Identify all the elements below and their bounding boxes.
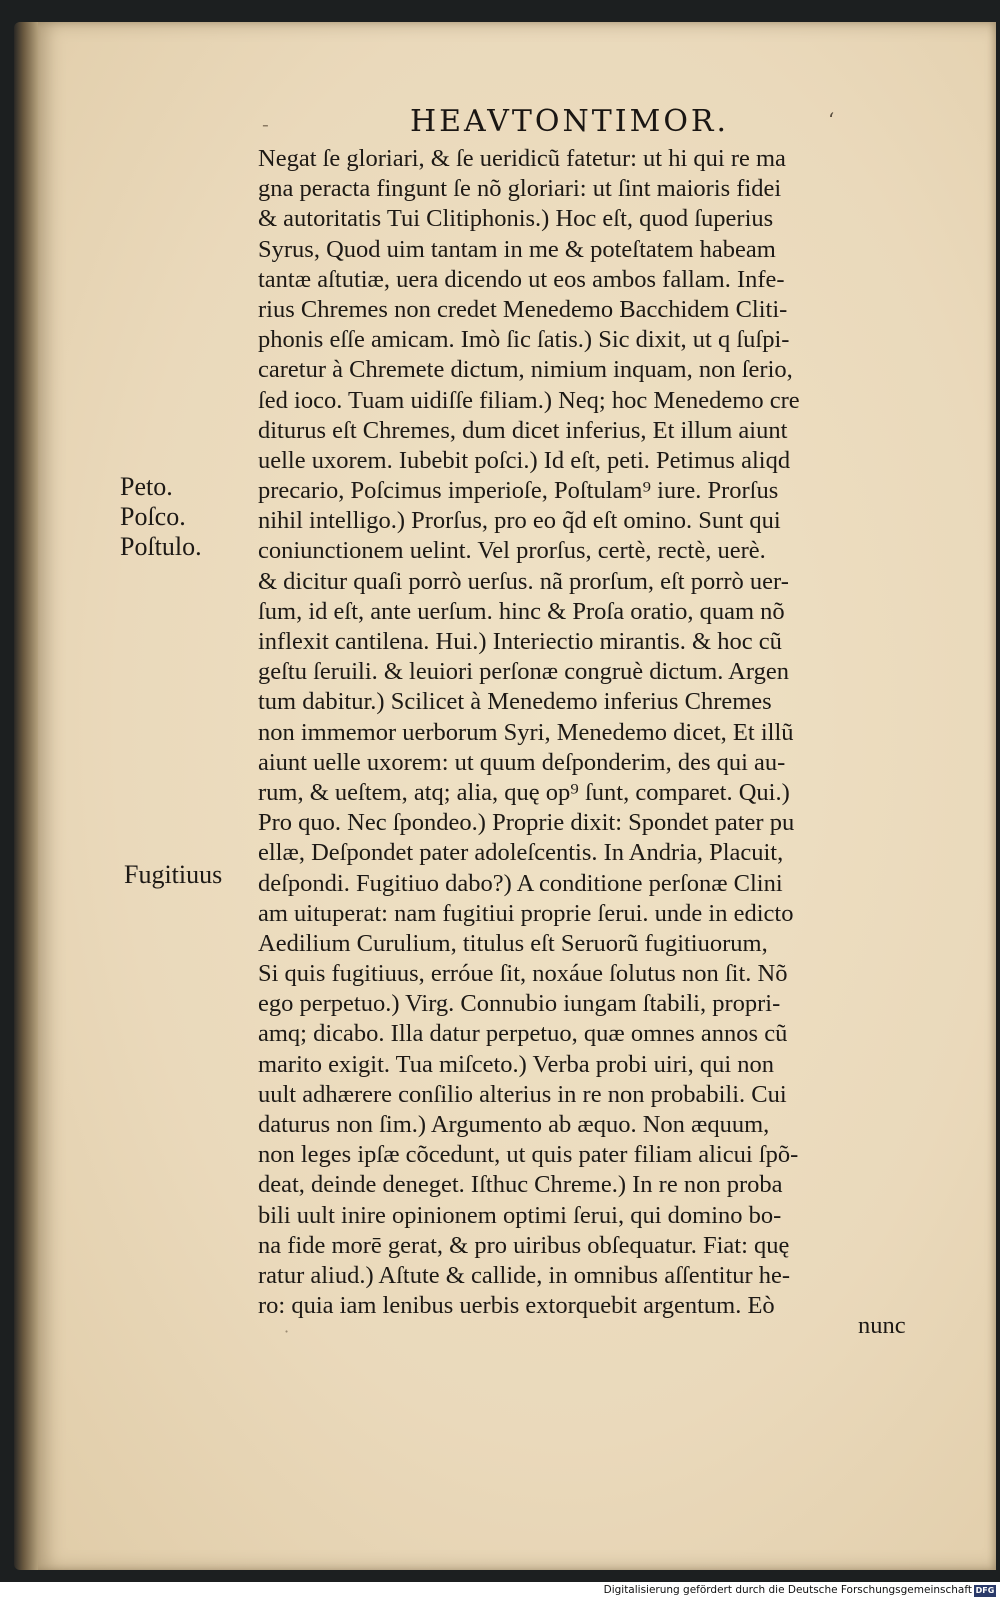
text-line: inflexit cantilena. Hui.) Interiectio mirantis. & hoc cũ bbox=[258, 628, 782, 655]
head-mark-right: ‘ bbox=[828, 108, 835, 132]
text-line: tum dabitur.) Scilicet à Menedemo inferius Chremes bbox=[258, 688, 772, 716]
text-line: daturus non ſim.) Argumento ab æquo. Non æquum, bbox=[258, 1111, 770, 1138]
footer-credit: Digitalisierung gefördert durch die Deutsche Forschungsgemeinschaft bbox=[603, 1584, 972, 1596]
text-line: Pro quo. Nec ſpondeo.) Proprie dixit: Spondet pater pu bbox=[258, 809, 795, 837]
margin-note-postulo: Poſtulo. bbox=[120, 532, 202, 561]
text-line: precario, Poſcimus imperioſe, Poſtulam⁹ iure. Prorſus bbox=[258, 477, 779, 505]
faint-mark: · bbox=[284, 1322, 290, 1341]
text-line: caretur à Chremete dictum, nimium inquam, non ſerio, bbox=[258, 356, 793, 384]
text-line: na fide morē gerat, & pro uiribus obſequatur. Fiat: quę bbox=[258, 1231, 790, 1259]
text-line: tantæ aſtutiæ, uera dicendo ut eos ambos fallam. Infe- bbox=[258, 265, 785, 293]
margin-note-fugitiuus: Fugitiuus bbox=[124, 860, 223, 889]
text-line: gna peracta fingunt ſe nõ gloriari: ut ſint maioris fidei bbox=[258, 175, 782, 203]
text-line: Aedilium Curulium, titulus eſt Seruorũ fugitiuorum, bbox=[258, 929, 768, 957]
text-line: coniunctionem uelint. Vel prorſus, certè, rectè, uerè. bbox=[258, 537, 766, 565]
text-line: & autoritatis Tui Clitiphonis.) Hoc eſt, quod ſuperius bbox=[258, 205, 774, 233]
head-mark-left: - bbox=[262, 112, 269, 136]
text-line: aiunt uelle uxorem: ut quum deſponderim, des qui au- bbox=[258, 748, 786, 776]
dfg-logo: DFG bbox=[975, 1586, 995, 1595]
text-line: ego perpetuo.) Virg. Connubio iungam ſtabili, propri- bbox=[258, 990, 781, 1018]
text-line: non leges ipſæ cõcedunt, ut quis pater filiam alicui ſpõ- bbox=[258, 1141, 799, 1169]
text-line: marito exigit. Tua miſceto.) Verba probi uiri, qui non bbox=[258, 1050, 775, 1078]
text-line: deat, deinde deneget. Iſthuc Chreme.) In re non proba bbox=[258, 1171, 783, 1199]
text-line: ſum, id eſt, ante uerſum. hinc & Proſa oratio, quam nõ bbox=[258, 597, 785, 625]
text-line: Syrus, Quod uim tantam in me & poteſtatem habeam bbox=[258, 235, 776, 263]
margin-note-posco: Poſco. bbox=[120, 502, 186, 531]
text-line: nihil intelligo.) Prorſus, pro eo q̃d eſt omino. Sunt qui bbox=[258, 507, 781, 535]
text-line: rum, & ueſtem, atq; alia, quę op⁹ ſunt, comparet. Qui.) bbox=[258, 778, 790, 806]
text-line: bili uult inire opinionem optimi ſerui, qui domino bo- bbox=[258, 1201, 782, 1229]
text-line: phonis eſſe amicam. Imò ſic ſatis.) Sic dixit, ut q ſuſpi- bbox=[258, 326, 790, 354]
text-line: Si quis fugitiuus, erróue ſit, noxáue ſolutus non ſit. Nõ bbox=[258, 960, 788, 988]
text-line: Negat ſe gloriari, & ſe ueridicũ fatetur: ut hi qui re ma bbox=[258, 145, 786, 172]
text-line: & dicitur quaſi porrò uerſus. nã prorſum, eſt porrò uer- bbox=[258, 567, 789, 595]
text-line: uelle uxorem. Iubebit poſci.) Id eſt, peti. Petimus aliqd bbox=[258, 446, 791, 474]
text-line: deſpondi. Fugitiuo dabo?) A conditione perſonæ Clini bbox=[258, 869, 783, 897]
text-line: uult adhærere conſilio alterius in re non probabili. Cui bbox=[258, 1080, 787, 1108]
text-line: ellæ, Deſpondet pater adoleſcentis. In Andria, Placuit, bbox=[258, 839, 784, 867]
running-head: HEAVTONTIMOR. bbox=[410, 104, 730, 139]
text-line: diturus eſt Chremes, dum dicet inferius, Et illum aiunt bbox=[258, 416, 788, 444]
text-line: amq; dicabo. Illa datur perpetuo, quæ omnes annos cũ bbox=[258, 1020, 788, 1048]
text-line: rius Chremes non credet Menedemo Bacchidem Cliti- bbox=[258, 295, 788, 323]
text-line: ro: quia iam lenibus uerbis extorquebit argentum. Eò bbox=[258, 1292, 775, 1320]
text-line: ſed ioco. Tuam uidiſſe filiam.) Neq; hoc Menedemo cre bbox=[258, 386, 800, 414]
text-line: non immemor uerborum Syri, Menedemo dicet, Et illũ bbox=[258, 718, 794, 746]
digitization-footer bbox=[0, 1582, 1000, 1601]
catchword: nunc bbox=[858, 1312, 906, 1339]
text-line: am uituperat: nam fugitiui proprie ſerui. unde in edicto bbox=[258, 899, 794, 927]
text-line: ratur aliud.) Aſtute & callide, in omnibus aſſentitur he- bbox=[258, 1261, 791, 1289]
margin-note-peto: Peto. bbox=[120, 472, 173, 501]
body-text bbox=[258, 144, 928, 1321]
text-line: geſtu ſeruili. & leuiori perſonæ congruè dictum. Argen bbox=[258, 658, 789, 686]
